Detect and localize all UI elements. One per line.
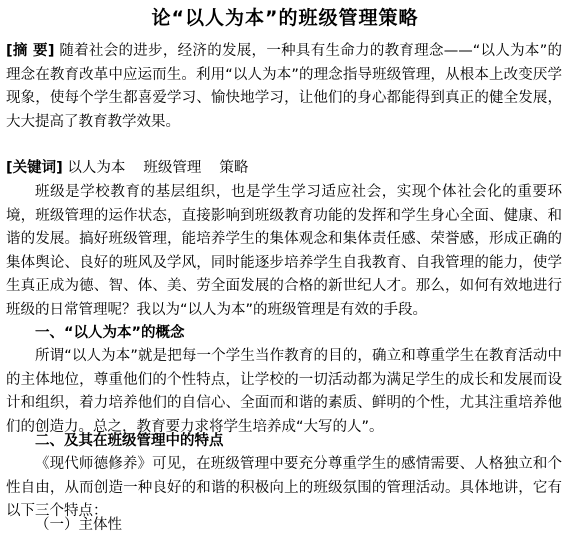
abstract-paragraph bbox=[6, 40, 562, 134]
section-1-body bbox=[6, 345, 562, 439]
keywords-label: [关键词] bbox=[6, 160, 63, 176]
section-1-heading: 一、“以人为本”的概念 bbox=[35, 325, 185, 341]
keywords bbox=[6, 157, 562, 181]
section-1-text: 所谓“以人为本”就是把每一个学生当作教育的目的，确立和尊重学生在教育活动中的主体地位，尊重他们的个性特点，让学校的一切活动都为满足学生的成长和发展而设计和组织，着力培养他们的自信心、全面而和谐的素质、鲜明的个性，尤其注重培养他们的创造力。总之，教育要力求将学生培养成“大写的人”。 bbox=[6, 348, 562, 435]
intro-text: 班级是学校教育的基层组织，也是学生学习适应社会，实现个体社会化的重要环境，班级管理的运作状态，直接影响到班级教育功能的发挥和学生身心全面、健康、和谐的发展。搞好班级管理，能培养学生的集体观念和集体责任感、荣誉感，形成正确的集体舆论、良好的班风及学风，同时能逐步培养学生自我教育、自我管理的能力，使学生真正成为德、智、体、美、劳全面发展的合格的新世纪人才。那么，如何有效地进行班级的日常管理呢？我以为“以人为本”的班级管理是有效的手段。 bbox=[6, 184, 562, 318]
keyword-2: 班级管理 bbox=[143, 160, 202, 176]
cutoff-line: （一）主体性 bbox=[35, 517, 122, 533]
keyword-3: 策略 bbox=[219, 160, 249, 176]
section-2-heading: 二、及其在班级管理中的特点 bbox=[35, 433, 224, 449]
section-2-body bbox=[6, 453, 562, 524]
document-title: 论“以人为本”的班级管理策略 bbox=[151, 7, 419, 29]
keywords-line bbox=[6, 157, 562, 181]
section-2-heading-block bbox=[6, 430, 562, 454]
abstract bbox=[6, 40, 562, 134]
abstract-text: 随着社会的进步，经济的发展，一种具有生命力的教育理念——“以人为本”的理念在教育改革中应运而生。利用“以人为本”的理念指导班级管理，从根本上改变厌学现象，使每个学生都喜爱学习、愉快地学习，让他们的身心都能得到真正的健全发展，大大提高了教育教学效果。 bbox=[6, 43, 562, 130]
abstract-label: [摘 要] bbox=[6, 43, 55, 59]
intro-paragraph bbox=[6, 181, 562, 322]
section-2-text: 《现代师德修养》可见，在班级管理中要充分尊重学生的感情需要、人格独立和个性自由，从而创造一种良好的和谐的积极向上的班级氛围的管理活动。具体地讲，它有以下三个特点： bbox=[6, 456, 562, 519]
section-1-heading-block bbox=[6, 322, 562, 346]
keyword-1: 以人为本 bbox=[67, 160, 126, 176]
